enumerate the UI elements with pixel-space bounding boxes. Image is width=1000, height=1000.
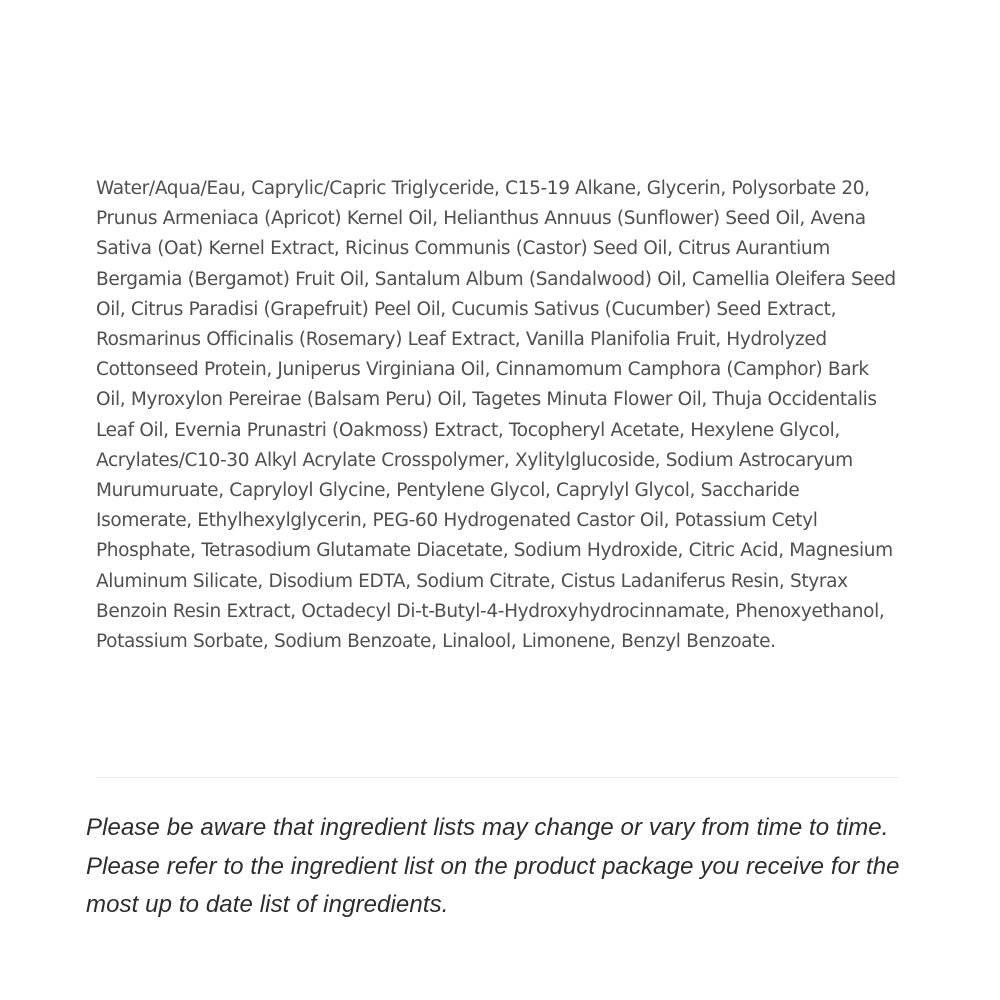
section-divider — [96, 777, 899, 778]
ingredient-disclaimer: Please be aware that ingredient lists may change or vary from time to time. Please refer to the ingredient list on the product package you receive for the most up to date list of ingredients. — [86, 814, 900, 918]
ingredient-list: Water/Aqua/Eau, Caprylic/Capric Triglyceride, C15-19 Alkane, Glycerin, Polysorbate 20, Prunus Armeniaca (Apricot) Kernel Oil, Helianthus Annuus (Sunflower) Seed Oil, Avena Sativa (Oat) Kernel Extract, Ricinus Communis (Castor) Seed Oil, Citrus Aurantium Bergamia (Bergamot) Fruit Oil, Santalum Album (Sandalwood) Oil, Camellia Oleifera Seed Oil, Citrus Paradisi (Grapefruit) Peel Oil, Cucumis Sativus (Cucumber) Seed Extract, Rosmarinus Officinalis (Rosemary) Leaf Extract, Vanilla Planifolia Fruit, Hydrolyzed Cottonseed Protein, Juniperus Virginiana Oil, Cinnamomum Camphora (Camphor) Bark Oil, Myroxylon Pereirae (Balsam Peru) Oil, Tagetes Minuta Flower Oil, Thuja Occidentalis Leaf Oil, Evernia Prunastri (Oakmoss) Extract, Tocopheryl Acetate, Hexylene Glycol, Acrylates/C10-30 Alkyl Acrylate Crosspolymer, Xylitylglucoside, Sodium Astrocaryum Murumuruate, Capryloyl Glycine, Pentylene Glycol, Caprylyl Glycol, Saccharide Isomerate, Ethylhexylglycerin, PEG-60 Hydrogenated Castor Oil, Potassium Cetyl Phosphate, Tetrasodium Glutamate Diacetate, Sodium Hydroxide, Citric Acid, Magnesium Aluminum Silicate, Disodium EDTA, Sodium Citrate, Cistus Ladaniferus Resin, Styrax Benzoin Resin Extract, Octadecyl Di-t-Butyl-4-Hydroxyhydrocinnamate, Phenoxyethanol, Potassium Sorbate, Sodium Benzoate, Linalool, Limonene, Benzyl Benzoate. — [96, 178, 896, 653]
